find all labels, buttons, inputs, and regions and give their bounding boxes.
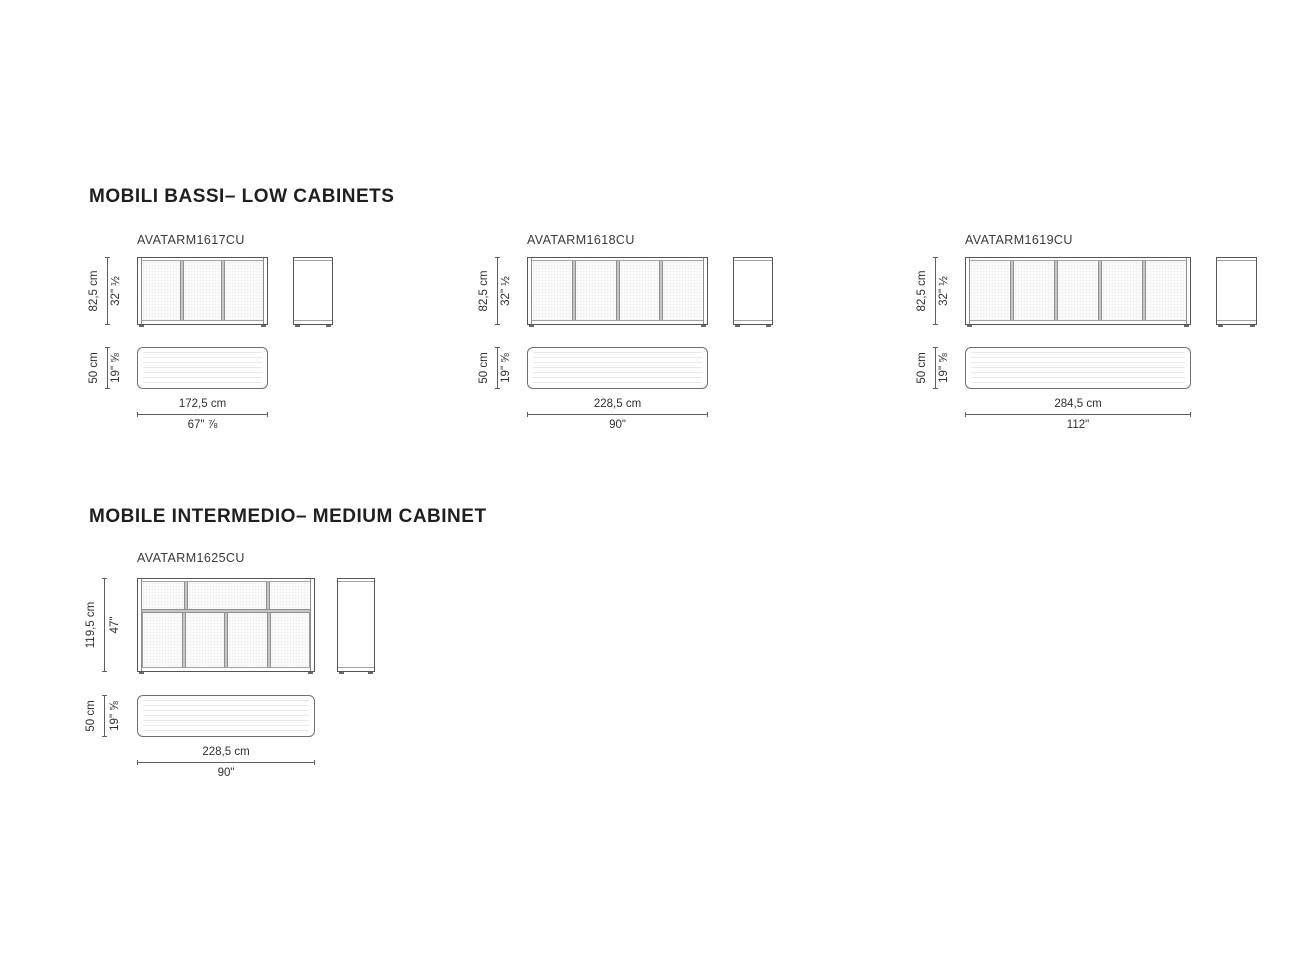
door-panel (186, 613, 225, 667)
upper-door-row (142, 582, 310, 609)
height-dimension-line-1617 (107, 257, 108, 325)
door-panel (270, 582, 310, 609)
height-dimension-line-1619 (935, 257, 936, 325)
foot-mark (701, 325, 706, 327)
width-dimension-line-1619 (965, 414, 1191, 415)
width-dimension-line-1625 (137, 762, 315, 763)
door-panel (228, 613, 267, 667)
cabinet-side-edge (1186, 258, 1190, 324)
door-panel (271, 613, 310, 667)
height-in-label-1619: 32" ½ (938, 276, 950, 306)
width-in-label-1625: 90" (217, 767, 235, 779)
foot-mark (368, 672, 373, 674)
door-panel (1146, 261, 1186, 320)
door-panel (184, 261, 222, 320)
foot-mark (766, 325, 771, 327)
height-cm-label-1625: 119,5 cm (85, 601, 97, 649)
top-plan-view-1625 (137, 695, 315, 737)
door-panel (188, 582, 266, 609)
foot-mark (308, 672, 313, 674)
depth-cm-label-1619: 50 cm (916, 352, 928, 384)
height-dimension-line-1625 (104, 578, 105, 672)
front-core (142, 582, 310, 667)
door-panel (225, 261, 263, 320)
front-elevation-1625 (137, 578, 315, 672)
top-plan-view-1618 (527, 347, 708, 389)
foot-mark (529, 325, 534, 327)
depth-in-label-1619: 19" ⅝ (938, 353, 950, 383)
height-in-label-1618: 32" ½ (500, 276, 512, 306)
foot-mark (339, 672, 344, 674)
model-code-avatarm1619cu: AVATARM1619CU (965, 233, 1073, 247)
door-panel (142, 261, 180, 320)
side-elevation-1617 (293, 257, 333, 325)
door-panel (1014, 261, 1054, 320)
height-in-label-1617: 32" ½ (110, 276, 122, 306)
width-in-label-1617: 67" ⅞ (187, 419, 218, 431)
front-elevation-1618 (527, 257, 708, 325)
door-panel (576, 261, 616, 320)
side-elevation-1625 (337, 578, 375, 672)
width-in-label-1619: 112" (1066, 419, 1090, 431)
depth-dimension-line-1618 (497, 347, 498, 389)
depth-in-label-1618: 19" ⅝ (500, 353, 512, 383)
width-cm-label-1617: 172,5 cm (178, 398, 227, 410)
door-panel (1102, 261, 1142, 320)
cabinet-side-edge (263, 258, 267, 324)
height-cm-label-1618: 82,5 cm (478, 270, 490, 312)
door-panel (970, 261, 1010, 320)
top-plan-view-1619 (965, 347, 1191, 389)
door-panel (620, 261, 660, 320)
width-cm-label-1619: 284,5 cm (1054, 398, 1102, 410)
depth-cm-label-1625: 50 cm (85, 700, 97, 732)
door-panel (143, 613, 182, 667)
cabinet-side-edge (703, 258, 707, 324)
foot-mark (261, 325, 266, 327)
front-elevation-1619 (965, 257, 1191, 325)
height-cm-label-1619: 82,5 cm (916, 270, 928, 312)
depth-in-label-1625: 19" ⅝ (109, 701, 121, 731)
depth-cm-label-1618: 50 cm (478, 352, 490, 384)
section-title-low-cabinets: MOBILI BASSI– LOW CABINETS (89, 186, 395, 207)
door-panel (532, 261, 572, 320)
side-elevation-1619 (1216, 257, 1257, 325)
door-panel (663, 261, 703, 320)
foot-mark (1184, 325, 1189, 327)
depth-dimension-line-1617 (107, 347, 108, 389)
depth-in-label-1617: 19" ⅝ (110, 353, 122, 383)
foot-mark (967, 325, 972, 327)
height-dimension-line-1618 (497, 257, 498, 325)
foot-mark (1218, 325, 1223, 327)
front-elevation-1617 (137, 257, 268, 325)
door-panel (1058, 261, 1098, 320)
lower-door-row (142, 613, 310, 667)
model-code-avatarm1617cu: AVATARM1617CU (137, 233, 245, 247)
model-code-avatarm1618cu: AVATARM1618CU (527, 233, 635, 247)
door-panel (142, 582, 184, 609)
top-plan-view-1617 (137, 347, 268, 389)
width-cm-label-1618: 228,5 cm (593, 398, 642, 410)
width-in-label-1618: 90" (609, 419, 626, 431)
section-title-medium-cabinet: MOBILE INTERMEDIO– MEDIUM CABINET (89, 506, 487, 527)
width-dimension-line-1617 (137, 414, 268, 415)
cabinet-side-edge (310, 579, 314, 671)
depth-dimension-line-1625 (104, 695, 105, 737)
foot-mark (139, 672, 144, 674)
depth-cm-label-1617: 50 cm (88, 352, 100, 384)
height-cm-label-1617: 82,5 cm (88, 270, 100, 312)
depth-dimension-line-1619 (935, 347, 936, 389)
width-dimension-line-1618 (527, 414, 708, 415)
model-code-avatarm1625cu: AVATARM1625CU (137, 551, 245, 565)
side-elevation-1618 (733, 257, 773, 325)
foot-mark (735, 325, 740, 327)
foot-mark (1250, 325, 1255, 327)
width-cm-label-1625: 228,5 cm (202, 746, 250, 758)
foot-mark (326, 325, 331, 327)
height-in-label-1625: 47" (109, 616, 121, 634)
foot-mark (295, 325, 300, 327)
foot-mark (139, 325, 144, 327)
